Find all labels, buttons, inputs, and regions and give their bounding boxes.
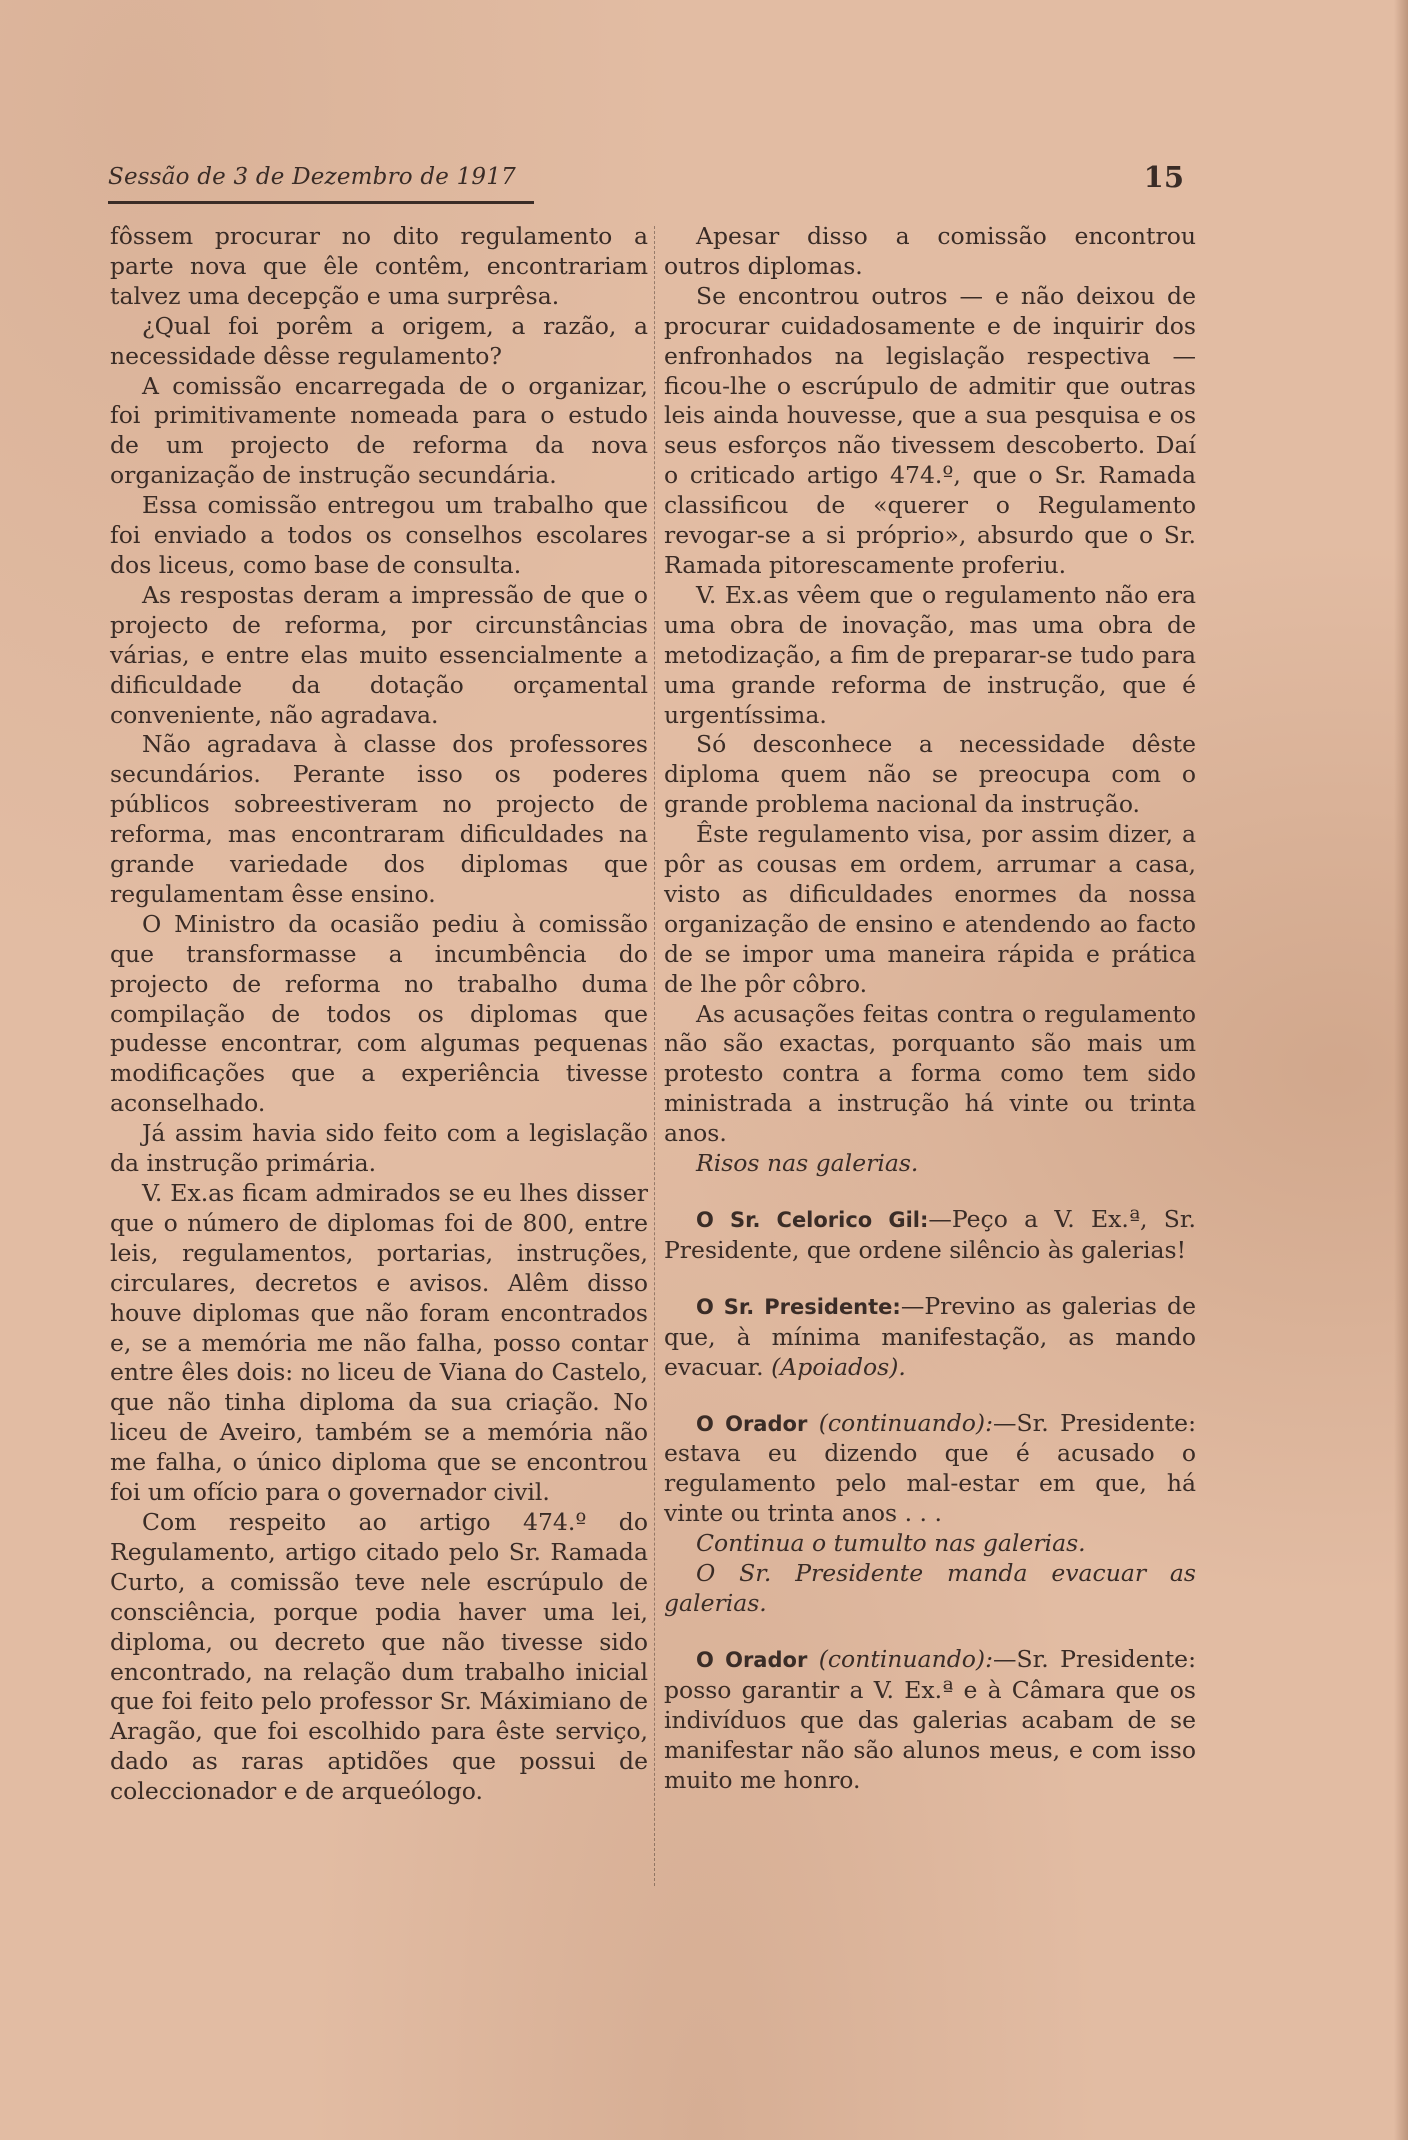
left-paragraph-8: Já assim havia sido feito com a legislação da instrução primária.: [110, 1119, 648, 1178]
left-paragraph-3: A comissão encarregada de o organizar, foi primitivamente nomeada para o estudo de um projecto de reforma da nova organização de instrução secundária.: [110, 371, 648, 490]
running-title: Sessão de 3 de Dezembro de 1917: [108, 164, 516, 190]
right-column: [664, 222, 1196, 1795]
speech-aside: (Apoiados).: [771, 1352, 906, 1381]
speaker-name: O Orador: [696, 1411, 808, 1436]
left-paragraph-6: Não agradava à classe dos professores secundários. Perante isso os poderes públicos sobreestiveram no projecto de reforma, mas encontraram dificuldades na grande variedade dos diplomas que regulamentam êsse ensino.: [110, 730, 648, 908]
speaker-name: O Sr. Celorico Gil:: [696, 1208, 929, 1232]
speaker-name: O Orador: [696, 1647, 808, 1672]
header-rule: [108, 201, 534, 204]
left-paragraph-9: V. Ex.as ficam admirados se eu lhes disser que o número de diplomas foi de 800, entre leis, regulamentos, portarias, instruções, circulares, decretos e avisos. Alêm disso houve diplomas que não foram encontrados e, se a memória me não falha, posso contar entre êles dois: no liceu de Viana do Castelo, que não tinha diploma da sua criação. No liceu de Aveiro, também se a memória não me falha, o único diploma que se encontrou foi um ofício para o governador civil.: [110, 1179, 648, 1507]
left-column: [110, 222, 648, 1807]
right-paragraph-6: As acusações feitas contra o regulamento não são exactas, porquanto são mais um protesto contra a forma como tem sido ministrada a instrução há vinte ou trinta anos.: [664, 999, 1196, 1148]
speech-orador-2: [664, 1645, 1196, 1796]
right-paragraph-4: Só desconhece a necessidade dêste diploma quem não se preocupa com o grande problema nacional da instrução.: [664, 730, 1196, 819]
speech-aside: (continuando):: [818, 1644, 993, 1673]
speaker-name: O Sr. Presidente:: [696, 1294, 901, 1319]
speech-text: —Previno as galerias de que, à mínima manifestação, as mando evacuar.: [664, 1291, 1196, 1381]
left-paragraph-4: Essa comissão entregou um trabalho que foi enviado a todos os conselhos escolares dos liceus, como base de consulta.: [110, 491, 648, 579]
left-paragraph-2: ¿Qual foi porêm a origem, a razão, a necessidade dêsse regulamento?: [110, 311, 648, 370]
page-edge-shadow: [1394, 0, 1408, 2140]
speech-text: —Peço a V. Ex.ª, Sr. Presidente, que ordene silêncio às galerias!: [664, 1205, 1196, 1264]
stage-direction-evacuation: O Sr. Presidente manda evacuar as galerias.: [664, 1559, 1196, 1617]
speech-orador-1: [664, 1409, 1196, 1530]
right-paragraph-3: V. Ex.as vêem que o regulamento não era uma obra de inovação, mas uma obra de metodização, a fim de preparar-se tudo para uma grande reforma de instrução, que é urgentíssima.: [664, 580, 1196, 729]
speech-celorico-gil: [664, 1205, 1196, 1266]
left-paragraph-5: As respostas deram a impressão de que o projecto de reforma, por circunstâncias várias, e entre elas muito essencialmente a dificuldade da dotação orçamental conveniente, não agradava.: [110, 580, 648, 729]
speech-text: —Sr. Presidente: posso garantir a V. Ex.ª e à Câmara que os indivíduos que das galerias acabam de se manifestar não são alunos meus, e com isso muito me honro.: [664, 1644, 1196, 1794]
page-number: 15: [1143, 160, 1184, 194]
speech-aside: (continuando):: [818, 1408, 993, 1437]
stage-direction-tumult: Continua o tumulto nas galerias.: [696, 1529, 1086, 1558]
speech-presidente: [664, 1292, 1196, 1383]
left-paragraph-7: O Ministro da ocasião pediu à comissão que transformasse a incumbência do projecto de reforma no trabalho duma compilação de todos os diplomas que pudesse encontrar, com algumas pequenas modificações que a experiência tivesse aconselhado.: [110, 909, 648, 1118]
right-paragraph-1: Apesar disso a comissão encontrou outros diplomas.: [664, 222, 1196, 280]
right-paragraph-2: Se encontrou outros — e não deixou de procurar cuidadosamente e de inquirir dos enfronhados na legislação respectiva — ficou-lhe o escrúpulo de admitir que outras leis ainda houvesse, que a sua pesquisa e os seus esforços não tivessem descoberto. Daí o criticado artigo 474.º, que o Sr. Ramada classificou de «querer o Regulamento revogar-se a si próprio», absurdo que o Sr. Ramada pitorescamente proferiu.: [664, 281, 1196, 579]
page-header: [108, 160, 1184, 204]
left-paragraph-10: Com respeito ao artigo 474.º do Regulamento, artigo citado pelo Sr. Ramada Curto, a comissão teve nele escrúpulo de consciência, porque podia haver uma lei, diploma, ou decreto que não tivesse sido encontrado, na relação dum trabalho inicial que foi feito pelo professor Sr. Máximiano de Aragão, que foi escolhido para êste serviço, dado as raras aptidões que possui de coleccionador e de arqueólogo.: [110, 1507, 648, 1806]
stage-direction-laughter: Risos nas galerias.: [696, 1149, 919, 1178]
right-paragraph-5: Êste regulamento visa, por assim dizer, a pôr as cousas em ordem, arrumar a casa, visto as dificuldades enormes da nossa organização de ensino e atendendo ao facto de se impor uma maneira rápida e prática de lhe pôr côbro.: [664, 820, 1196, 998]
left-paragraph-1: fôssem procurar no dito regulamento a parte nova que êle contêm, encontrariam talvez uma decepção e uma surprêsa.: [110, 222, 648, 310]
column-divider: [654, 226, 655, 1886]
speech-text: —Sr. Presidente: estava eu dizendo que é acusado o regulamento pelo mal-estar em que, há vinte ou trinta anos . . .: [664, 1408, 1196, 1528]
